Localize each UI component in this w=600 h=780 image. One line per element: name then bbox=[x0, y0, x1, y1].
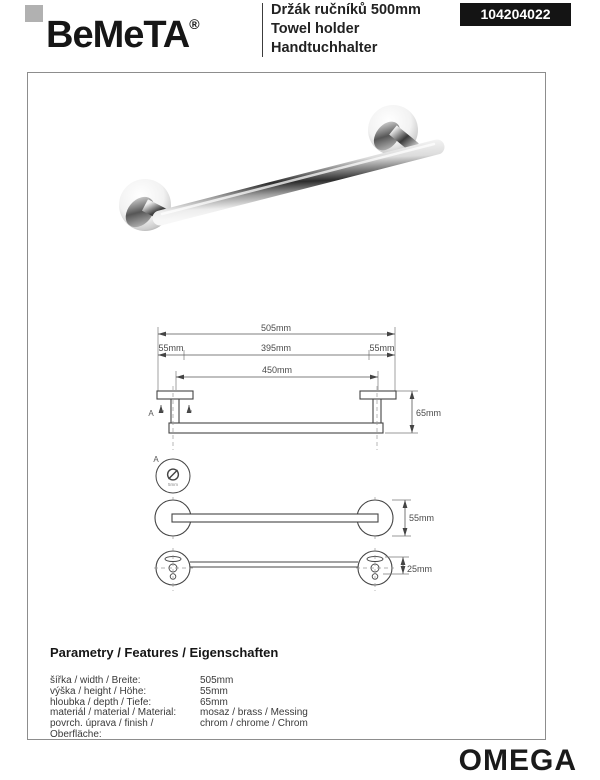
dim-center-span-label: 395mm bbox=[260, 343, 292, 353]
registered-trademark-icon: ® bbox=[189, 16, 200, 32]
dim-bar-offset-label: 25mm bbox=[407, 564, 433, 574]
dim-left-offset-label: 55mm bbox=[158, 343, 184, 353]
brand-logo-text: BeMeTA bbox=[46, 14, 190, 56]
product-code-badge: 104204022 bbox=[460, 3, 571, 26]
param-value: mosaz / brass / Messing bbox=[200, 707, 308, 719]
param-value: chrom / chrome / Chrom bbox=[200, 718, 308, 730]
product-photo bbox=[90, 85, 470, 270]
param-label: povrch. úprava / finish / Oberfläche: bbox=[50, 718, 154, 740]
parameters-section bbox=[50, 645, 500, 741]
bottom-view bbox=[154, 548, 409, 591]
dim-right-offset-label: 55mm bbox=[369, 343, 395, 353]
series-name: OMEGA bbox=[458, 744, 577, 777]
brand-logo bbox=[46, 0, 200, 59]
param-value: 505mm bbox=[200, 675, 234, 686]
product-title-cs: Držák ručníků 500mm bbox=[271, 2, 421, 18]
param-label: výška / height / Höhe: bbox=[50, 685, 147, 697]
towel-bar bbox=[160, 147, 437, 218]
dim-plate-diameter-label: 55mm bbox=[409, 513, 435, 523]
param-label: materiál / material / Material: bbox=[50, 707, 177, 719]
param-label: šířka / width / Breite: bbox=[50, 675, 141, 686]
header-divider bbox=[262, 3, 263, 57]
section-a-label: A bbox=[148, 409, 154, 418]
param-row-height bbox=[50, 687, 500, 698]
product-title-block bbox=[271, 1, 421, 58]
param-label: hloubka / depth / Tiefe: bbox=[50, 696, 152, 708]
logo-square-icon bbox=[25, 5, 43, 22]
product-title-de: Handtuchhalter bbox=[271, 40, 378, 56]
param-row-finish bbox=[50, 719, 500, 741]
towel-bar-highlight bbox=[162, 144, 434, 214]
dim-depth-label: 65mm bbox=[416, 408, 442, 418]
param-value: 55mm bbox=[200, 685, 228, 697]
param-value: 65mm bbox=[200, 696, 228, 708]
front-view bbox=[155, 497, 411, 539]
product-title-en: Towel holder bbox=[271, 21, 360, 37]
dim-mounting-span-label: 450mm bbox=[261, 365, 293, 375]
detail-a-label: A bbox=[153, 455, 159, 464]
dim-overall-width-label: 505mm bbox=[260, 323, 292, 333]
detail-a-note: 5mm bbox=[168, 482, 178, 487]
detail-a-view bbox=[156, 459, 190, 493]
parameters-heading: Parametry / Features / Eigenschaften bbox=[50, 645, 279, 660]
technical-drawing bbox=[130, 310, 460, 605]
